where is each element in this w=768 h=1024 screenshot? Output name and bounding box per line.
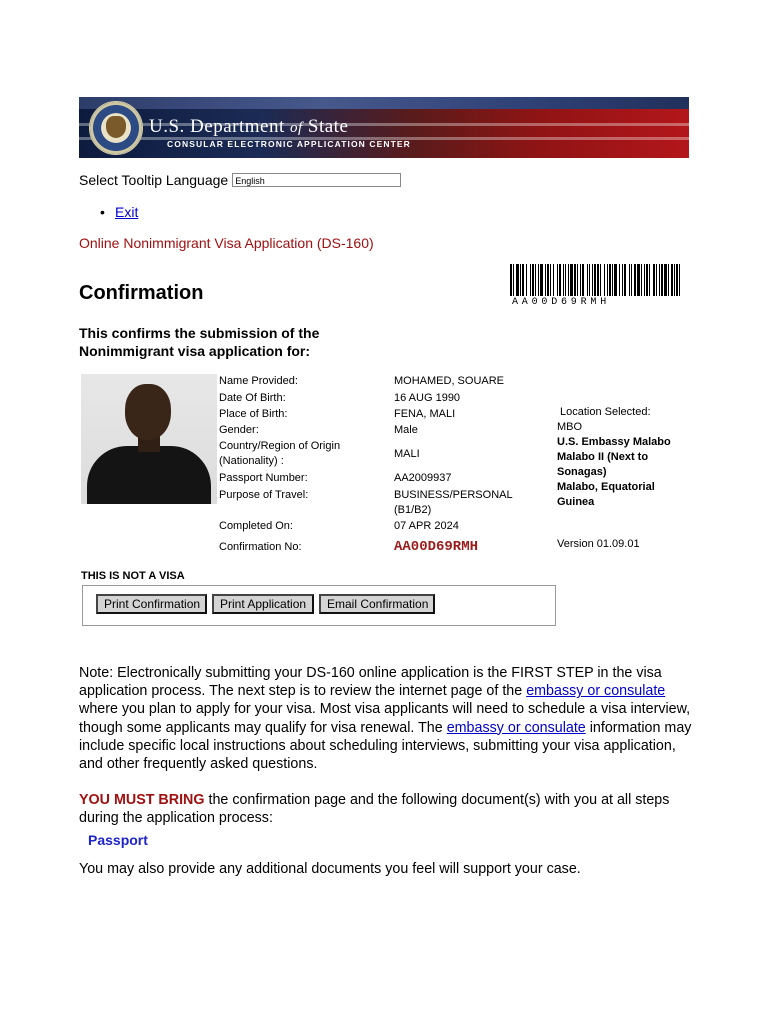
must-bring-paragraph [79,791,694,827]
value-dob: 16 AUG 1990 [394,392,461,404]
must-bring-emphasis: YOU MUST BRING [79,792,205,808]
value-purpose: BUSINESS/PERSONAL (B1/B2) [394,489,513,516]
location-label: Location Selected: [560,406,651,418]
tooltip-language-select[interactable]: English [232,173,401,187]
flag-stripe [79,97,689,109]
label-confirmation: Confirmation No: [219,541,302,553]
value-gender: Male [394,424,418,436]
banner-subtitle: CONSULAR ELECTRONIC APPLICATION CENTER [167,139,411,149]
print-confirmation-button[interactable]: Print Confirmation [96,594,207,614]
confirmation-barcode [510,264,685,296]
print-application-button[interactable]: Print Application [212,594,314,614]
photo-head [125,384,171,440]
confirmation-statement: This confirms the submission of the Nonimmigrant visa application for: [79,325,320,359]
label-completed: Completed On: [219,520,293,532]
label-name: Name Provided: [219,375,298,387]
banner-title [149,116,348,138]
additional-documents-note: You may also provide any additional documents you feel will support your case. [79,861,581,877]
label-dob: Date Of Birth: [219,392,286,404]
bullet-icon: • [100,204,105,220]
note-paragraph [79,664,694,773]
banner-title-of: of [289,120,303,136]
location-name: U.S. Embassy Malabo Malabo II (Next to Sonagas) [557,436,671,478]
must-bring-text: the confirmation page and the following document(s) with you at all steps during the application process: [79,792,670,827]
email-confirmation-button[interactable]: Email Confirmation [319,594,435,614]
value-country: MALI [394,448,420,460]
state-department-seal-icon [89,101,143,155]
tooltip-language-label: Select Tooltip Language [79,172,229,188]
photo-shirt [87,446,211,504]
value-passport: AA2009937 [394,472,452,484]
value-confirmation-number: AA00D69RMH [394,539,479,555]
location-selected [557,405,687,510]
application-title: Online Nonimmigrant Visa Application (DS-160) [79,235,374,251]
banner-title-us: U.S. Department [149,116,285,137]
applicant-photo [81,374,217,504]
value-name: MOHAMED, SOUARE [394,375,505,387]
note-text: where you plan to apply for your visa. Most visa applicants will need to schedule a visa interview, though some applicants may qualify for visa renewal. The [79,701,691,736]
label-passport: Passport Number: [219,472,308,484]
label-pob: Place of Birth: [219,408,288,420]
label-country: Country/Region of Origin (Nationality) : [219,440,341,467]
required-document: Passport [88,832,148,848]
barcode-text: AA00D69RMH [512,297,611,308]
location-code: MBO [557,421,583,433]
note-text: Note: Electronically submitting your DS-160 online application is the FIRST STEP in the visa application process. The next step is to review the internet page of the [79,665,662,700]
embassy-consulate-link[interactable]: embassy or consulate [526,683,666,700]
barcode-bar [680,264,683,296]
tooltip-language-row [79,172,401,188]
banner-title-state: State [307,116,349,137]
label-gender: Gender: [219,424,259,436]
eagle-icon [106,116,126,138]
label-purpose: Purpose of Travel: [219,489,309,501]
value-pob: FENA, MALI [394,408,456,420]
embassy-consulate-link[interactable]: embassy or consulate [446,719,586,736]
page-title: Confirmation [79,282,204,304]
version-label: Version 01.09.01 [557,538,640,550]
exit-link[interactable]: Exit [115,204,139,220]
value-completed: 07 APR 2024 [394,520,459,532]
note-text: information may include specific local instructions about scheduling interviews, submitting your visa application, and other frequently asked questions. [79,719,692,773]
not-a-visa-notice: THIS IS NOT A VISA [81,570,185,582]
header-banner [79,97,689,158]
location-city: Malabo, Equatorial Guinea [557,481,655,508]
